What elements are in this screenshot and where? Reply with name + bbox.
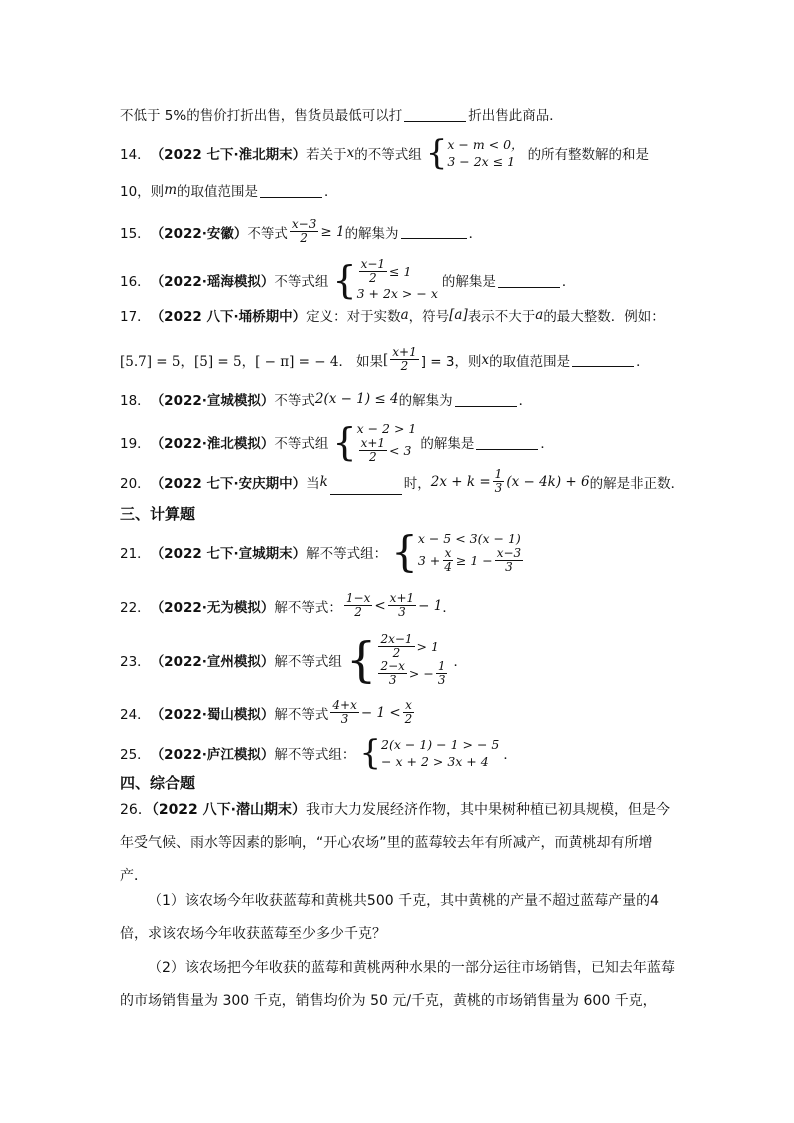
inequality-system	[425, 133, 524, 173]
bracket: [	[382, 351, 389, 368]
denominator: 3	[494, 481, 503, 495]
math-var: a	[535, 307, 544, 323]
denominator: 3	[398, 605, 406, 619]
question-14	[120, 133, 650, 173]
text: 不低于 5%的售价打折出售，售货员最低可以打	[120, 108, 403, 124]
question-source: （2022·庐江模拟）	[150, 747, 275, 763]
math-expr: 2x + k =	[430, 473, 491, 490]
numerator: 4+x	[332, 698, 357, 712]
equation-row: 2(x − 1) − 1 > − 5	[381, 737, 500, 752]
question-25	[120, 733, 517, 773]
text: 当	[306, 475, 320, 492]
math-var: a	[400, 307, 409, 323]
denominator: 2	[404, 712, 413, 726]
fraction	[378, 660, 406, 687]
math-expr: [a]	[449, 307, 468, 323]
math-relation: < 3	[389, 443, 412, 458]
left-brace: {	[359, 733, 382, 773]
inequality-system	[391, 527, 525, 576]
text: ．	[468, 225, 483, 242]
inequality-system	[332, 420, 416, 464]
math-var: k	[319, 473, 328, 490]
denominator: 3	[437, 673, 446, 687]
numerator: x−3	[291, 217, 317, 231]
text: ．	[636, 353, 650, 370]
fraction	[436, 660, 448, 687]
math-expr: − 1	[418, 597, 443, 614]
fraction	[493, 468, 505, 495]
math-expr: ≥ 1 −	[455, 553, 493, 568]
question-source: （2022·瑶海模拟）	[150, 274, 275, 290]
math-relation: > 1	[416, 638, 439, 654]
text: ．	[324, 184, 338, 200]
question-number: 24．	[120, 706, 151, 723]
text: ．	[442, 599, 456, 616]
numerator: x+1	[392, 345, 417, 359]
numerator: x−1	[360, 257, 386, 271]
math-relation: ≥ 1	[320, 223, 345, 240]
equation-row: − x + 2 > 3x + 4	[381, 754, 489, 769]
numerator: 1	[437, 659, 446, 673]
question-source: （2022·宣州模拟）	[150, 654, 275, 670]
text: 的解集为	[344, 225, 399, 242]
fraction	[442, 547, 454, 574]
text: 的最大整数．例如：	[543, 309, 665, 325]
question-source: （2022 八下·潜山期末）	[151, 802, 306, 818]
text: ，符号	[408, 309, 450, 325]
answer-blank[interactable]	[498, 273, 560, 288]
question-21	[120, 527, 529, 576]
left-brace: {	[332, 420, 357, 464]
text: 的取值范围是	[489, 353, 571, 370]
question-number: 22．	[120, 599, 151, 616]
text: ．	[503, 747, 517, 763]
math-relation: ≤ 1	[389, 264, 412, 279]
fraction	[495, 547, 523, 574]
denominator: 2	[392, 646, 401, 660]
question-15	[120, 218, 482, 245]
text: 时，	[403, 475, 431, 492]
math-relation: <	[374, 597, 386, 614]
math-var: m	[164, 182, 177, 198]
math-expr: − 1 <	[360, 704, 401, 721]
text: 不等式组	[274, 436, 329, 452]
denominator: 3	[505, 560, 513, 574]
denominator: 2	[300, 231, 308, 245]
question-source: （2022 七下·安庆期中）	[150, 475, 307, 492]
text: 不等式	[274, 393, 315, 409]
section-heading: 三、计算题	[120, 505, 196, 523]
question-source: （2022·宣城模拟）	[150, 393, 275, 409]
question-23	[120, 633, 467, 687]
text: 折出售此商品．	[468, 108, 563, 124]
equation-row	[376, 633, 449, 660]
text: ] = 3，则	[420, 353, 482, 370]
section-heading: 四、综合题	[120, 774, 196, 792]
question-13-tail	[120, 104, 563, 124]
fraction	[359, 437, 387, 464]
question-number: 19．	[120, 436, 151, 452]
text: 不等式组	[274, 274, 329, 290]
left-brace: {	[391, 527, 418, 576]
denominator: 2	[354, 605, 362, 619]
question-number: 18．	[120, 393, 151, 409]
equation-row: x − m < 0，	[447, 137, 524, 152]
math-expr: (x − 4k) + 6	[506, 473, 590, 490]
fraction	[378, 633, 414, 660]
text: 定义：对于实数	[306, 309, 401, 325]
question-source: （2022·无为模拟）	[150, 599, 275, 616]
inequality-system	[359, 733, 500, 773]
text: 的不等式组	[354, 147, 422, 163]
denominator: 3	[340, 712, 349, 726]
text: 不等式	[247, 225, 288, 242]
numerator: 1	[494, 467, 503, 481]
denominator: 2	[400, 359, 409, 373]
question-17	[120, 305, 665, 325]
text: 的解集是	[420, 436, 475, 452]
question-22	[120, 592, 456, 619]
answer-blank[interactable]	[455, 392, 517, 407]
text: 若关于	[306, 147, 347, 163]
fraction	[403, 699, 415, 726]
question-number: 21．	[120, 546, 151, 562]
text: 表示不大于	[467, 309, 536, 325]
text: 解不等式组：	[306, 546, 388, 562]
question-source: （2022·淮北模拟）	[150, 436, 275, 452]
equation-row	[418, 547, 525, 574]
left-brace: {	[345, 632, 377, 688]
math-relation: > −	[408, 665, 434, 681]
math-expr: 2(x − 1) ≤ 4	[314, 391, 399, 407]
numerator: x−3	[496, 546, 522, 560]
fraction	[359, 258, 387, 285]
fraction	[344, 592, 372, 619]
equation-row: 3 − 2x ≤ 1	[447, 154, 516, 169]
question-number: 20．	[120, 475, 151, 492]
equation-row	[357, 437, 417, 464]
numerator: 2x−1	[380, 632, 413, 646]
question-source: （2022·蜀山模拟）	[150, 706, 275, 723]
question-24	[120, 699, 416, 726]
text: 的解是非正数．	[589, 475, 685, 492]
math-var: x	[346, 145, 355, 161]
numerator: x+1	[360, 436, 386, 450]
answer-blank[interactable]	[401, 224, 467, 239]
text: 如果	[355, 353, 383, 370]
text: ．	[518, 393, 533, 409]
fraction	[290, 218, 318, 245]
question-number: 14．	[120, 147, 151, 163]
denominator: 2	[368, 271, 377, 285]
fraction	[390, 346, 418, 373]
equation-row: x − 2 > 1	[356, 421, 417, 436]
text: 解不等式组：	[274, 747, 356, 763]
denominator: 4	[444, 560, 452, 574]
denominator: 2	[368, 450, 377, 464]
fraction	[388, 592, 416, 619]
inequality-system	[346, 633, 450, 687]
text: 的解集为	[398, 393, 453, 409]
question-17-cont	[120, 346, 650, 373]
question-source: （2022 七下·淮北期末）	[150, 147, 307, 163]
question-26	[120, 794, 680, 893]
inequality-system	[332, 258, 437, 302]
text: 的解集是	[441, 274, 496, 290]
text: 10，则	[120, 184, 165, 200]
text: ．	[561, 274, 576, 290]
equation-row: 3 + 2x > − x	[356, 286, 438, 301]
equation-row: x − 5 < 3(x − 1)	[417, 531, 521, 546]
answer-blank[interactable]	[260, 183, 322, 198]
question-source: （2022·安徽）	[150, 225, 248, 242]
math-example: [5.7] = 5，[5] = 5，[ − π] = − 4．	[120, 353, 352, 370]
answer-blank[interactable]	[476, 435, 538, 450]
text: ．	[453, 654, 467, 670]
numerator: 2−x	[380, 659, 405, 673]
fraction	[330, 699, 358, 726]
math-var: x	[481, 351, 490, 368]
question-text: 我市大力发展经济作物，其中果树种植已初具规模，但是今年受气候、雨水等因素的影响，“开心农场”里的蓝莓较去年有所减产，而黄桃却有所增产．	[120, 802, 670, 884]
question-number: 15．	[120, 225, 151, 242]
text: 的所有整数解的和是	[527, 147, 650, 163]
question-16	[120, 258, 575, 302]
question-number: 26．	[120, 802, 152, 818]
numerator: 1−x	[345, 591, 371, 605]
question-number: 17．	[120, 309, 151, 325]
answer-blank[interactable]	[330, 468, 402, 495]
subquestion-2: （2）该农场把今年收获的蓝莓和黄桃两种水果的一部分运往市场销售，已知去年蓝莓的市场销售量为 300 千克，销售均价为 50 元/千克，黄桃的市场销售量为 600 千克，	[120, 960, 675, 1009]
question-14-cont	[120, 180, 338, 200]
answer-blank[interactable]	[572, 352, 634, 367]
question-number: 23．	[120, 654, 151, 670]
text: 解不等式组	[274, 654, 342, 670]
numerator: x+1	[389, 591, 415, 605]
question-19	[120, 420, 554, 464]
text: ．	[540, 436, 554, 452]
question-source: （2022 七下·宣城期末）	[150, 546, 307, 562]
math-expr: 3 +	[417, 553, 441, 568]
subquestion-1: （1）该农场今年收获蓝莓和黄桃共500 千克，其中黄桃的产量不超过蓝莓产量的4倍，求该农场今年收获蓝莓至少多少千克？	[120, 893, 659, 942]
equation-row	[376, 660, 449, 687]
question-20	[120, 468, 684, 495]
question-source: （2022 八下·埇桥期中）	[150, 309, 307, 325]
equation-row	[357, 258, 438, 285]
question-number: 25．	[120, 747, 151, 763]
text: 的取值范围是	[177, 184, 258, 200]
answer-blank[interactable]	[404, 107, 466, 122]
question-number: 16．	[120, 274, 151, 290]
text: 解不等式：	[274, 599, 342, 616]
numerator: x	[444, 546, 452, 560]
text: 解不等式	[274, 706, 329, 723]
left-brace: {	[332, 258, 357, 302]
question-18	[120, 389, 532, 409]
denominator: 3	[388, 673, 397, 687]
left-brace: {	[425, 133, 448, 173]
numerator: x	[405, 698, 412, 712]
